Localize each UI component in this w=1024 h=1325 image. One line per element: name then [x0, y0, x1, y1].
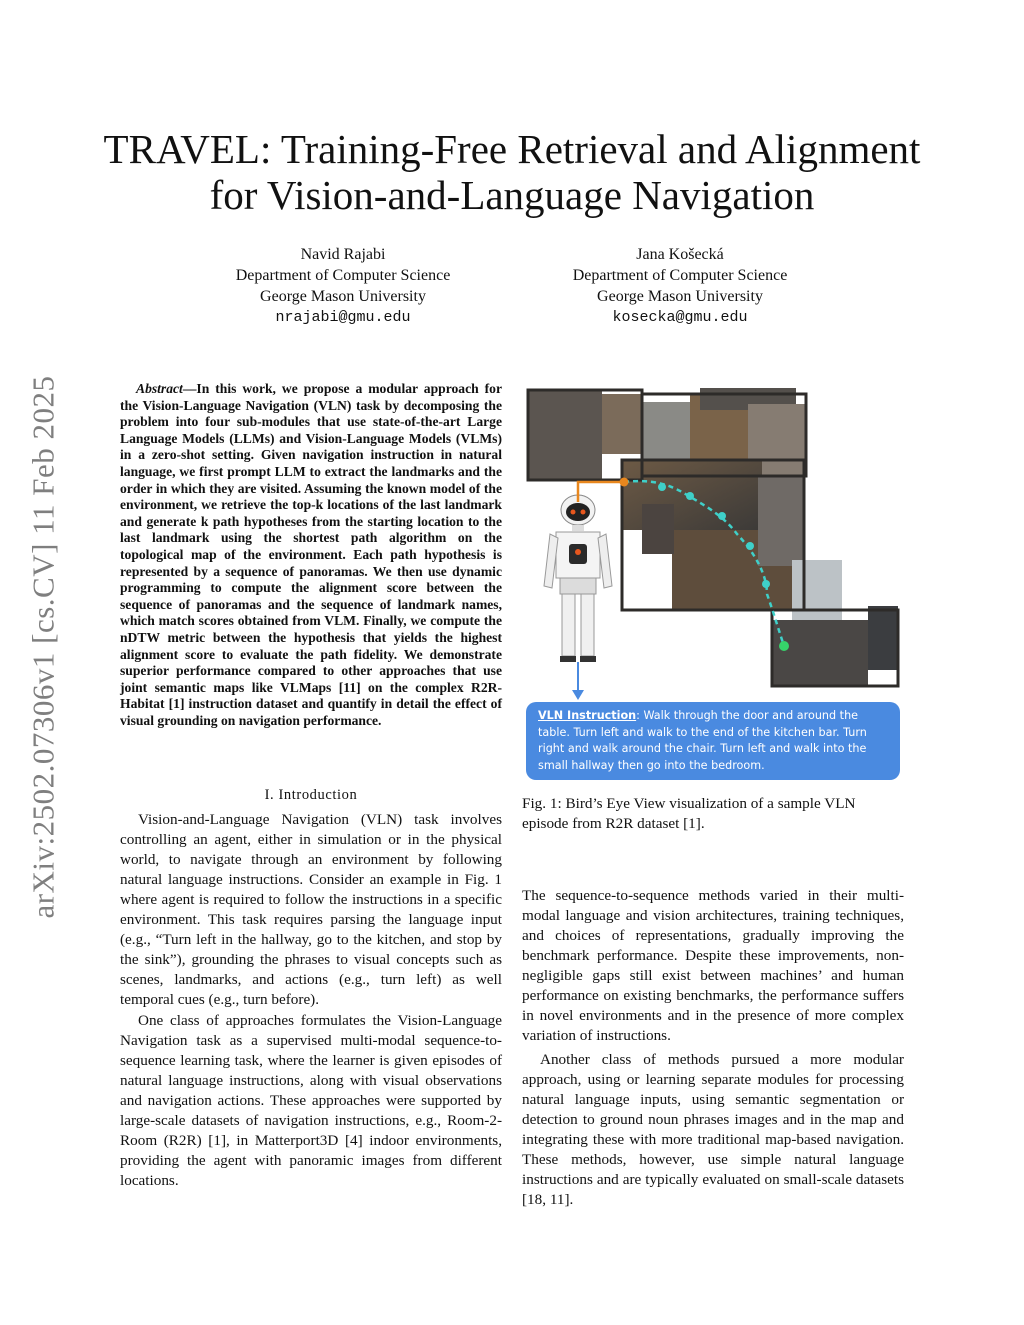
paper-title: TRAVEL: Training-Free Retrieval and Alignment for Vision-and-Language Navigation — [103, 126, 921, 218]
path-goal-node — [779, 641, 789, 651]
abstract-text: —In this work, we propose a modular approach for the Vision-Language Navigation (VLN) task by decomposing the problem into four sub-modules that use state-of-the-art Large Language Models (LLMs) and Vision-Language Models (VLMs) in a zero-shot setting. Given navigation instruction in natural language, we first prompt LLM to extract the landmarks and the order in which they are visited. Assuming the known model of the environment, we retrieve the top-k locations of the last landmark and generate k path hypotheses from the starting location to the last landmark using the shortest path algorithm on the topological map of the environment. Each path hypothesis is represented by a sequence of panoramas. We then use dynamic programming to compute the alignment score between the sequence of panoramas and the sequence of landmark names, which match scores obtained from VLM. Finally, we compute the nDTW metric between the hypothesis that yields the highest alignment score to evaluate the path fidelity. We demonstrate superior performance compared to other approaches that use joint semantic maps like VLMaps [11] on the complex R2R-Habitat [1] instruction dataset and quantify in detail the effect of visual grounding on navigation performance. — [120, 381, 502, 728]
author-email: nrajabi@gmu.edu — [275, 309, 411, 326]
author-department: Department of Computer Science — [572, 267, 788, 284]
vln-instruction-box — [526, 702, 900, 780]
abstract-label: Abstract — [136, 381, 183, 396]
abstract — [120, 381, 502, 729]
birds-eye-view-map — [522, 384, 904, 700]
section-heading-introduction: I. Introduction — [264, 787, 358, 803]
path-node — [762, 580, 770, 588]
path-node — [718, 512, 726, 520]
author-affiliation: George Mason University — [597, 288, 763, 305]
author-block-2 — [530, 244, 830, 328]
author-department: Department of Computer Science — [235, 267, 451, 284]
figure-1 — [522, 384, 904, 784]
body-paragraph: Vision-and-Language Navigation (VLN) task involves controlling an agent, either in simulation or in the physical world, to navigate through an environment by following natural language instructions. Consider an example in Fig. 1 where agent is required to follow the instructions in a specific environment. This task requires parsing the language input (e.g., “Turn left in the hallway, go to the kitchen, and stop by the sink”), grounding the phrases to visual concepts such as scenes, landmarks, and actions (e.g., turn left) as well temporal cues (e.g., turn before). — [120, 811, 502, 1008]
instruction-arrowhead — [572, 690, 584, 700]
vln-instruction-label: VLN Instruction — [538, 709, 637, 722]
author-block-1 — [193, 244, 493, 328]
robot-agent — [544, 495, 612, 662]
figure-caption: Fig. 1: Bird’s Eye View visualization of a sample VLN episode from R2R dataset [1]. — [522, 795, 856, 832]
path-node — [686, 492, 694, 500]
body-paragraph: One class of approaches formulates the Vision-Language Navigation task as a supervised multi-modal sequence-to-sequence learning task, where the learner is given episodes of natural language instructions, along with visual observations and navigation actions. These approaches were supported by large-scale datasets of navigation instructions, e.g., Room-2-Room (R2R) [1], in Matterport3D [4] indoor environments, providing the agent with panoramic images from different locations. — [120, 1012, 502, 1189]
author-name: Navid Rajabi — [300, 246, 386, 263]
introduction-left-column — [120, 810, 502, 1191]
author-affiliation: George Mason University — [260, 288, 426, 305]
body-paragraph: Another class of methods pursued a more modular approach, using or learning separate modules for processing natural language inputs, using semantic segmentation or detection to ground noun phrases images and in the map and integrating these with more traditional map-based navigation. These methods, however, use simple natural language instructions and are typically evaluated on small-scale datasets [18, 11]. — [522, 1051, 904, 1208]
introduction-right-column — [522, 886, 904, 1210]
path-node — [746, 542, 754, 550]
arxiv-identifier-text: arXiv:2502.07306v1 [cs.CV] 11 Feb 2025 — [26, 375, 61, 919]
body-paragraph: The sequence-to-sequence methods varied in their multi-modal language and vision architectures, training techniques, and choices of representations, gradually improving the benchmark performance. Despite these improvements, non-negligible gaps still exist between machines’ and human performance on existing benchmarks, the performance suffers in novel environments and in the presence of more complex variation of instructions. — [522, 887, 904, 1044]
author-email: kosecka@gmu.edu — [612, 309, 748, 326]
vln-instruction-text: : Walk through the door and around the table. Turn left and walk to the end of the kitchen bar. Turn right and walk around the chair. Turn left and walk into the small hallway then go into the bedroom. — [538, 709, 867, 772]
author-name: Jana Košecká — [636, 246, 724, 263]
path-start-node — [620, 478, 629, 487]
arxiv-identifier-stamp — [26, 352, 62, 942]
path-node — [658, 483, 666, 491]
